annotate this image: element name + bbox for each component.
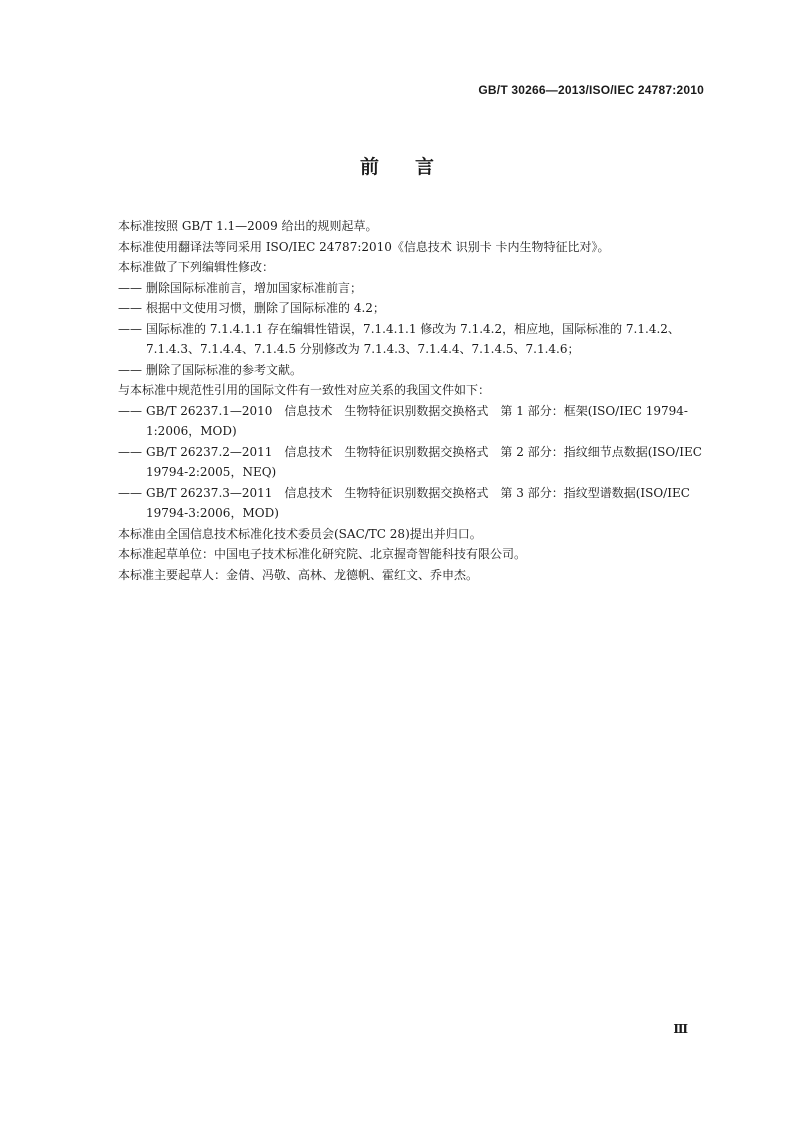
list-item <box>118 278 708 299</box>
dash-marker: —— <box>118 403 142 418</box>
edit-item-text: 国际标准的 7.1.4.1.1 存在编辑性错误，7.1.4.1.1 修改为 7.1.4.2，相应地，国际标准的 7.1.4.2、7.1.4.3、7.1.4.4、7.1.4.5 分别修改为 7.1.4.3、7.1.4.4、7.1.4.5、7.1.4.6； <box>146 321 680 356</box>
dash-marker: —— <box>118 301 142 315</box>
dash-marker: —— <box>118 321 142 336</box>
paragraph-references-intro: 与本标准中规范性引用的国际文件有一致性对应关系的我国文件如下： <box>118 383 491 397</box>
paragraph-drafting-units: 本标准起草单位：中国电子技术标准化研究院、北京握奇智能科技有限公司。 <box>118 547 527 561</box>
list-item <box>118 442 708 483</box>
list-item <box>118 401 708 442</box>
list-item <box>118 483 708 524</box>
paragraph-adoption: 本标准使用翻译法等同采用 ISO/IEC 24787:2010《信息技术 识别卡 卡内生物特征比对》。 <box>118 239 610 254</box>
list-item <box>118 319 708 360</box>
reference-item-text: GB/T 26237.1—2010 信息技术 生物特征识别数据交换格式 第 1 部分：框架(ISO/IEC 19794-1:2006，MOD) <box>146 403 688 438</box>
dash-marker: —— <box>118 280 142 295</box>
edit-item-text: 根据中文使用习惯，删除了国际标准的 4.2； <box>146 301 385 315</box>
edit-item-text: 删除国际标准前言，增加国家标准前言； <box>146 280 363 295</box>
edit-item-text: 删除了国际标准的参考文献。 <box>146 362 303 377</box>
paragraph-edits-intro: 本标准做了下列编辑性修改： <box>118 260 275 274</box>
paragraph-proposer: 本标准由全国信息技术标准化技术委员会(SAC/TC 28)提出并归口。 <box>118 526 482 541</box>
paragraph-drafters: 本标准主要起草人：金倩、冯敬、高林、龙德帆、霍红文、乔申杰。 <box>118 567 479 582</box>
list-item <box>118 298 708 319</box>
paragraph-drafting-rules: 本标准按照 GB/T 1.1—2009 给出的规则起草。 <box>118 219 378 233</box>
page-number: Ⅲ <box>673 1022 688 1036</box>
foreword-body <box>118 216 708 585</box>
reference-item-text: GB/T 26237.3—2011 信息技术 生物特征识别数据交换格式 第 3 部分：指纹型谱数据(ISO/IEC 19794-3:2006，MOD) <box>146 485 690 520</box>
dash-marker: —— <box>118 362 142 377</box>
list-item <box>118 360 708 381</box>
reference-item-text: GB/T 26237.2—2011 信息技术 生物特征识别数据交换格式 第 2 部分：指纹细节点数据(ISO/IEC 19794-2:2005，NEQ) <box>146 444 702 479</box>
standard-code-header: GB/T 30266—2013/ISO/IEC 24787:2010 <box>478 83 704 97</box>
dash-marker: —— <box>118 485 142 500</box>
page-title: 前言 <box>359 156 470 178</box>
dash-marker: —— <box>118 444 142 459</box>
